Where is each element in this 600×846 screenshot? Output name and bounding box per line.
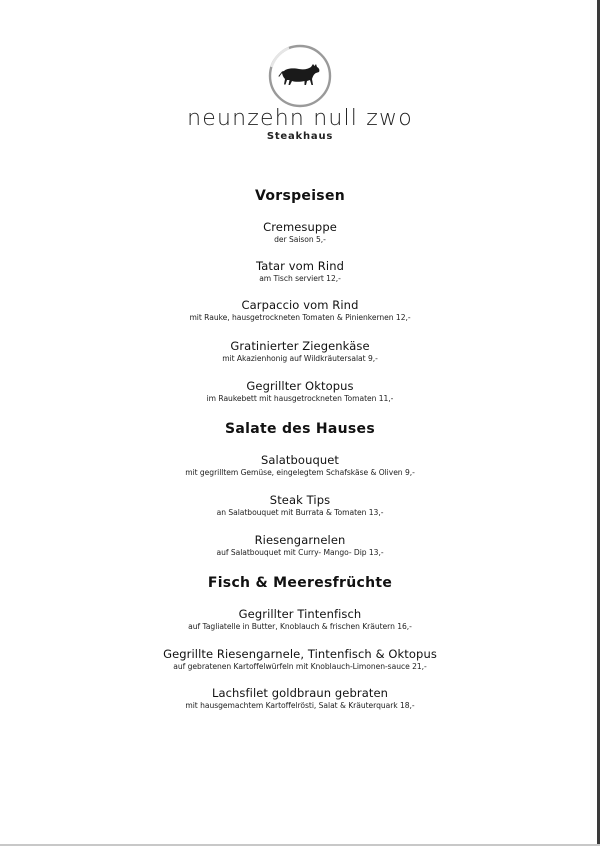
menu-item bbox=[0, 379, 600, 404]
dish-name: Tatar vom Rind bbox=[256, 259, 344, 273]
menu-item bbox=[0, 607, 600, 632]
menu-item bbox=[0, 533, 600, 558]
dish-description: im Raukebett mit hausgetrockneten Tomaten 11,- bbox=[206, 394, 394, 403]
dish-description: an Salatbouquet mit Burrata & Tomaten 13,- bbox=[216, 508, 384, 517]
dish-name: Gegrillte Riesengarnele, Tintenfisch & Oktopus bbox=[163, 647, 437, 661]
menu-item bbox=[0, 493, 600, 518]
menu-item bbox=[0, 647, 600, 672]
brand-name: neunzehn null zwo bbox=[187, 106, 413, 131]
dish-name: Steak Tips bbox=[269, 493, 331, 507]
menu-item bbox=[0, 453, 600, 478]
dish-name: Salatbouquet bbox=[260, 453, 340, 467]
dish-description: am Tisch serviert 12,- bbox=[259, 274, 341, 283]
section-title-salate: Salate des Hauses bbox=[225, 421, 375, 437]
dish-name: Riesengarnelen bbox=[254, 533, 346, 547]
bull-icon bbox=[267, 43, 333, 109]
dish-description: mit Rauke, hausgetrockneten Tomaten & Pinienkernen 12,- bbox=[189, 313, 411, 322]
dish-name: Lachsfilet goldbraun gebraten bbox=[211, 686, 389, 700]
menu-item bbox=[0, 220, 600, 245]
dish-name: Cremesuppe bbox=[263, 220, 337, 234]
section-title-vorspeisen: Vorspeisen bbox=[254, 188, 346, 204]
dish-description: der Saison 5,- bbox=[274, 235, 326, 244]
dish-name: Gratinierter Ziegenkäse bbox=[230, 339, 370, 353]
dish-description: mit Akazienhonig auf Wildkräutersalat 9,- bbox=[222, 354, 378, 363]
dish-name: Carpaccio vom Rind bbox=[241, 298, 359, 312]
dish-description: auf Salatbouquet mit Curry- Mango- Dip 13,- bbox=[216, 548, 384, 557]
menu-item bbox=[0, 339, 600, 364]
dish-description: mit gegrilltem Gemüse, eingelegtem Schafskäse & Oliven 9,- bbox=[185, 468, 415, 477]
dish-description: mit hausgemachtem Kartoffelrösti, Salat & Kräuterquark 18,- bbox=[185, 701, 415, 710]
dish-description: auf Tagliatelle in Butter, Knoblauch & frischen Kräutern 16,- bbox=[188, 622, 412, 631]
menu-item bbox=[0, 686, 600, 711]
section-title-fisch: Fisch & Meeresfrüchte bbox=[207, 575, 393, 591]
brand-subtitle: Steakhaus bbox=[266, 131, 334, 142]
dish-description: auf gebratenen Kartoffelwürfeln mit Knoblauch-Limonen-sauce 21,- bbox=[173, 662, 427, 671]
menu-item bbox=[0, 259, 600, 284]
dish-name: Gegrillter Oktopus bbox=[246, 379, 354, 393]
dish-name: Gegrillter Tintenfisch bbox=[238, 607, 362, 621]
menu-item bbox=[0, 298, 600, 323]
